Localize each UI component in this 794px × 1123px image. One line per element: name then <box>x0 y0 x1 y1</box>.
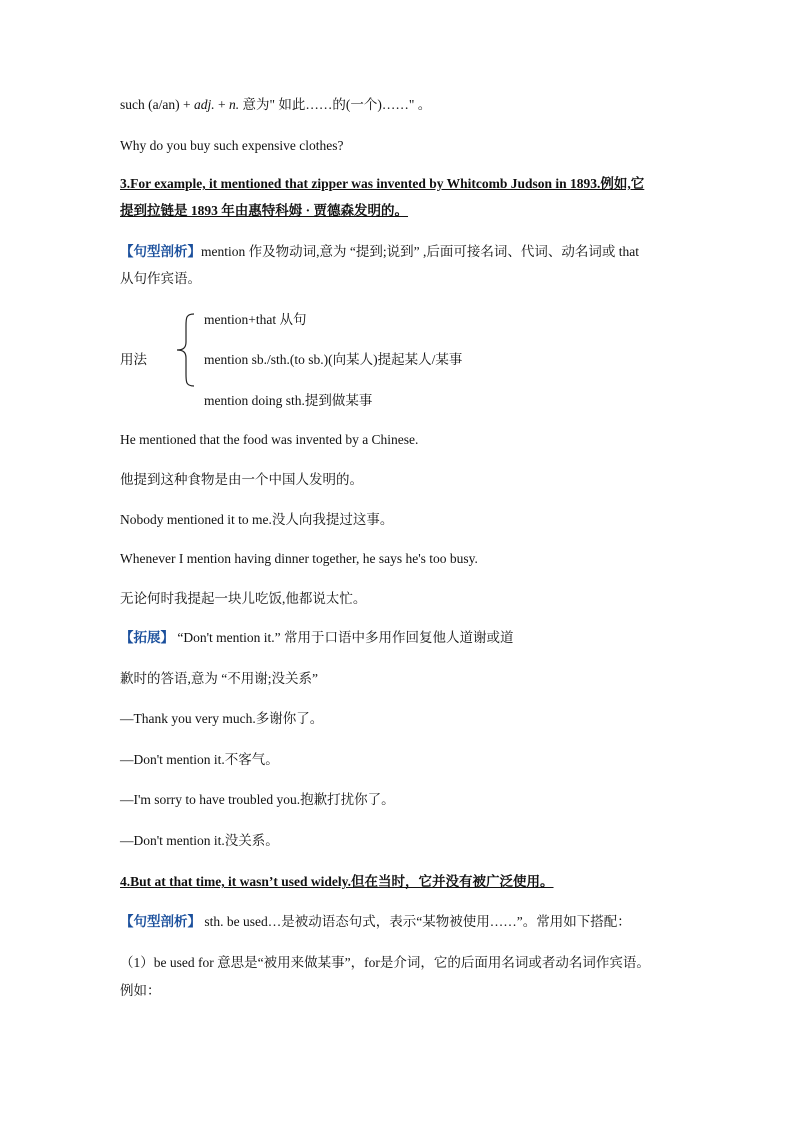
dialogue-line: —Thank you very much.多谢你了。 <box>120 711 324 726</box>
example-translation: 他提到这种食物是由一个中国人发明的。 <box>120 472 363 487</box>
text: such (a/an) + <box>120 97 194 112</box>
tag-sentence-analysis: 【句型剖析】 <box>120 244 201 259</box>
text-n: n. <box>228 97 240 112</box>
text: + <box>214 97 229 112</box>
analysis-line-2: 从句作宾语。 <box>120 271 201 286</box>
dialogue-line: —I'm sorry to have troubled you.抱歉打扰你了。 <box>120 792 395 807</box>
usage-label: 用法 <box>120 352 147 367</box>
example-line: He mentioned that the food was invented by a Chinese. <box>120 432 419 447</box>
tag-sentence-analysis: 【句型剖析】 <box>120 914 201 929</box>
extension-line-2: 歉时的答语,意为 “不用谢;没关系” <box>120 671 318 686</box>
line-such-structure <box>120 96 680 114</box>
usage-item-3: mention doing sth.提到做某事 <box>204 393 373 408</box>
example-line: Nobody mentioned it to me.没人向我提过这事。 <box>120 512 394 527</box>
analysis-line-1 <box>120 243 680 261</box>
heading-item-3: 3.For example, it mentioned that zipper was invented by Whitcomb Judson in 1893.例如,它 <box>120 176 645 191</box>
line-example-such: Why do you buy such expensive clothes? <box>120 138 344 153</box>
extension-line-1 <box>120 629 680 647</box>
analysis-line-3 <box>120 913 680 931</box>
usage-note: （1）be used for 意思是“被用来做某事”，for是介词，它的后面用名词或者动名词作宾语。 <box>120 955 650 970</box>
dialogue-line: —Don't mention it.没关系。 <box>120 833 279 848</box>
text: mention 作及物动词,意为 “提到;说到” ,后面可接名词、代词、动名词或 that <box>201 244 639 259</box>
usage-item-1: mention+that 从句 <box>204 312 307 327</box>
example-translation: 无论何时我提起一块儿吃饭,他都说太忙。 <box>120 591 367 606</box>
usage-item-2: mention sb./sth.(to sb.)(向某人)提起某人/某事 <box>204 352 463 367</box>
tag-extension: 【拓展】 <box>120 630 174 645</box>
usage-note-cont: 例如： <box>120 983 161 998</box>
heading-item-4: 4.But at that time, it wasn’t used widely.但在当时，它并没有被广泛使用。 <box>120 874 554 889</box>
heading-item-3-cont: 提到拉链是 1893 年由惠特科姆 · 贾德森发明的。 <box>120 203 409 218</box>
brace-icon <box>174 312 196 388</box>
text: “Don't mention it.” 常用于口语中多用作回复他人道谢或道 <box>174 630 514 645</box>
text: sth. be used…是被动语态句式，表示“某物被使用……”。常用如下搭配： <box>201 914 631 929</box>
example-line: Whenever I mention having dinner together, he says he's too busy. <box>120 551 478 566</box>
text-adj: adj. <box>193 97 215 112</box>
dialogue-line: —Don't mention it.不客气。 <box>120 752 279 767</box>
text: 意为" 如此……的(一个)……" 。 <box>239 97 432 112</box>
